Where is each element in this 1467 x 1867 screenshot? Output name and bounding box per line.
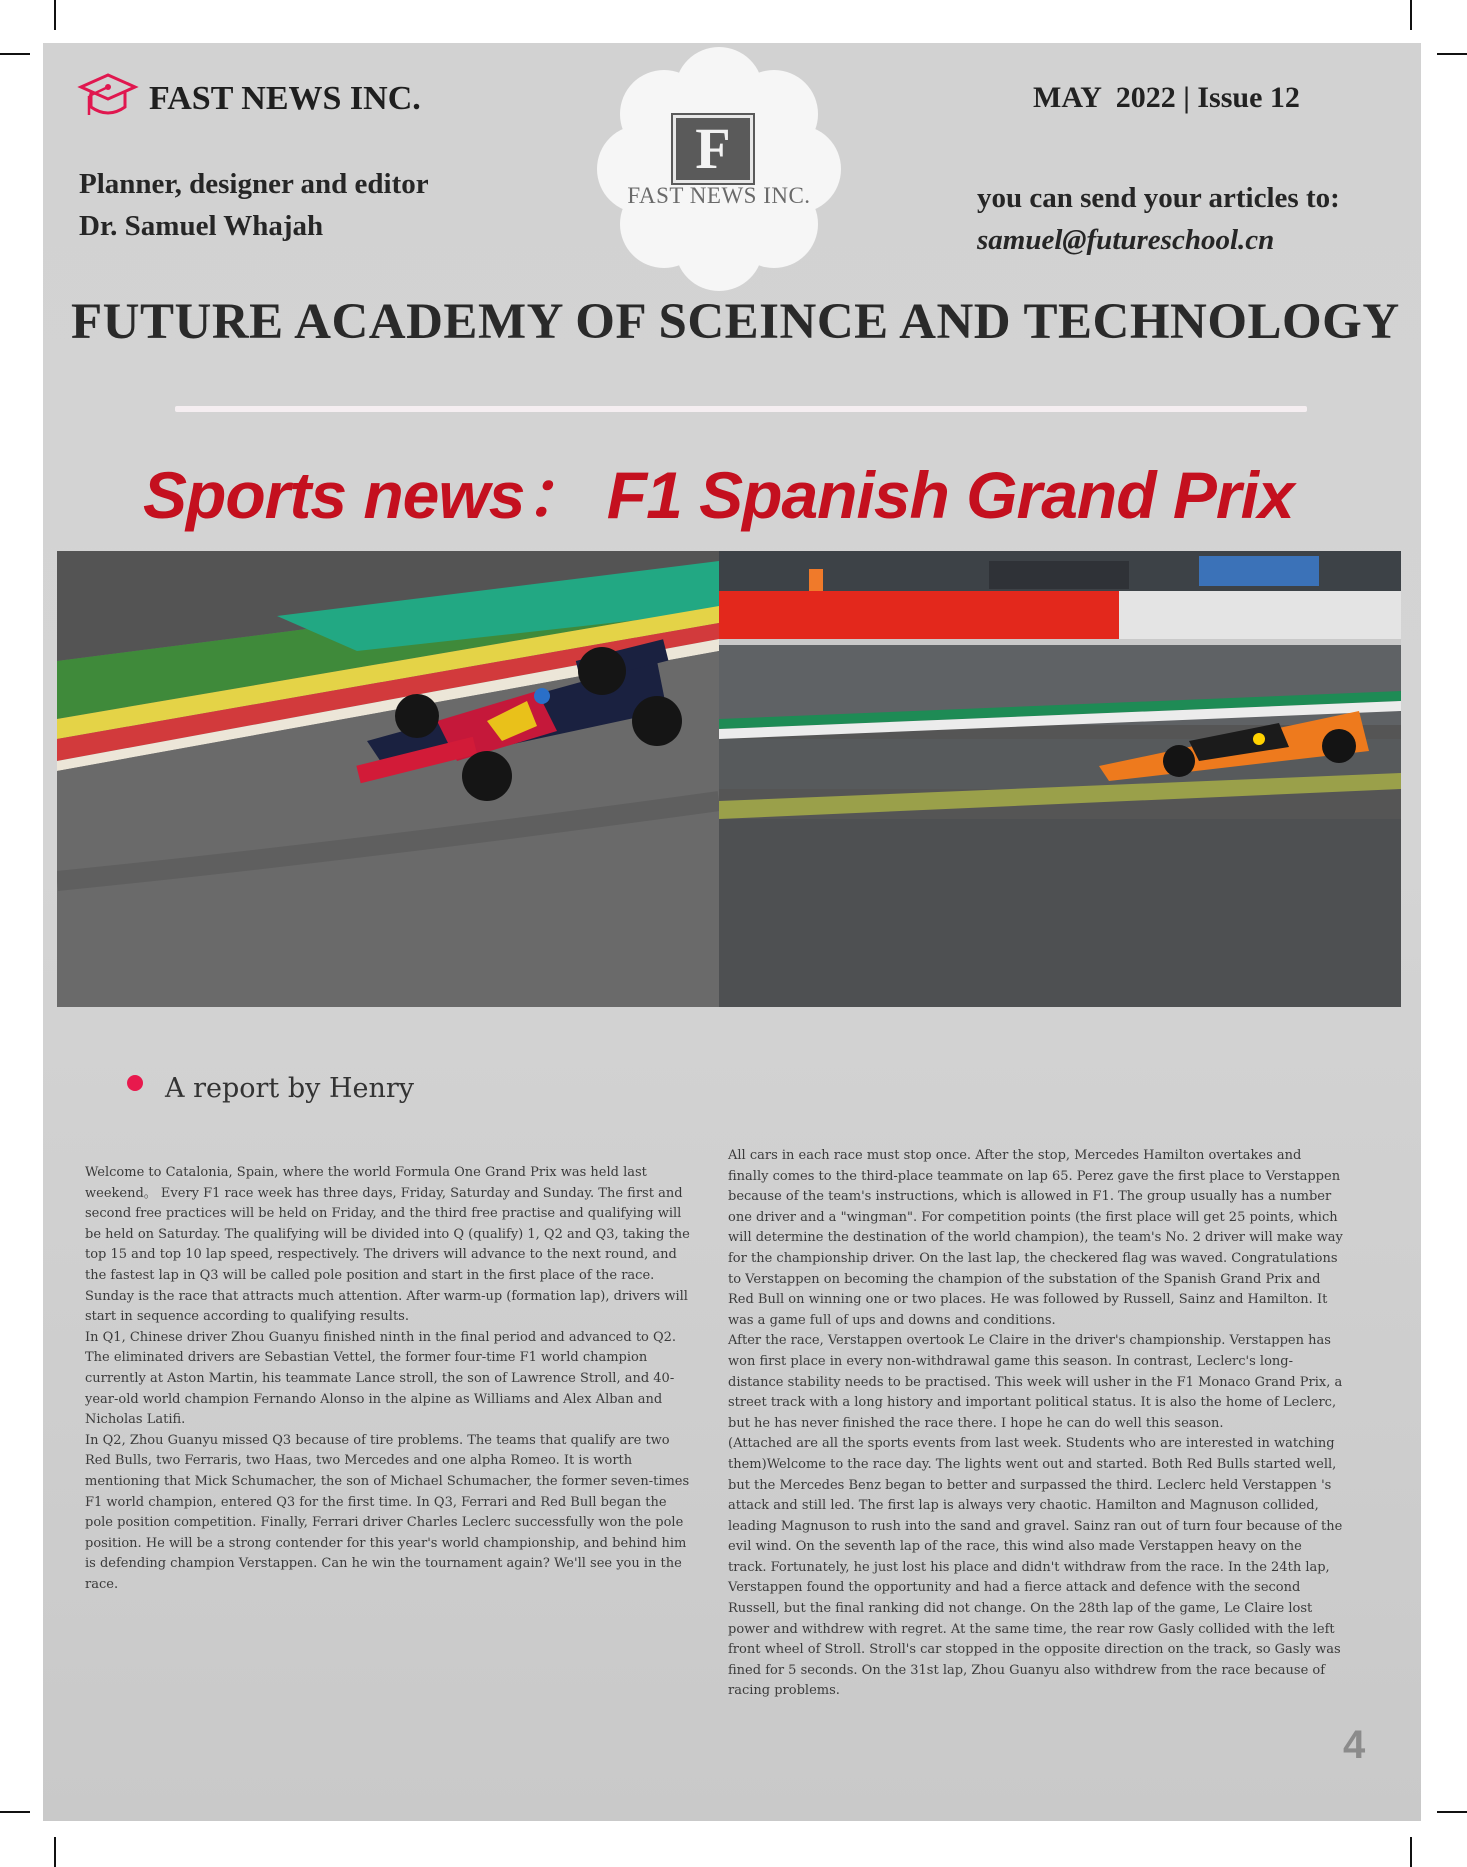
paragraph: In Q1, Chinese driver Zhou Guanyu finished ninth in the final period and advanced to Q2. The eliminated drivers are Sebastian Vettel, the former four-time F1 world champion currently at Aston Martin, his teammate Lance stroll, the son of Lawrence Stroll, and 40-year-old world champion Fernando Alonso in the alpine as Williams and Alex Alban and Nicholas Latifi.	[85, 1329, 677, 1428]
contact-line: you can send your articles to:	[977, 182, 1340, 214]
photo-red-bull-car	[57, 551, 719, 1007]
academy-title: FUTURE ACADEMY OF SCEINCE AND TECHNOLOGY	[71, 294, 1400, 350]
logo-letter: F	[673, 115, 753, 183]
divider	[175, 406, 1307, 412]
headline: Sports news： F1 Spanish Grand Prix	[143, 458, 1294, 532]
paragraph: In Q2, Zhou Guanyu missed Q3 because of tire problems. The teams that qualify are two Red Bulls, two Ferraris, two Haas, two Mercedes and one alpha Romeo. It is worth mentioning that Mick Schumacher, the son of Michael Schumacher, the former seven-times F1 world champion, entered Q3 for the first time. In Q3, Ferrari and Red Bull began the pole position competition. Finally, Ferrari driver Charles Leclerc successfully won the pole position. He will be a strong contender for this year's world championship, and behind him is defending champion Verstappen. Can he win the tournament again? We'll see you in the race.	[85, 1432, 690, 1592]
article-column-right	[728, 1146, 1344, 1702]
crop-mark	[0, 53, 30, 55]
byline	[127, 1073, 414, 1104]
brand	[77, 69, 421, 129]
brand-name: FAST NEWS INC.	[149, 80, 421, 117]
paragraph: (Attached are all the sports events from last week. Students who are interested in watching them)Welcome to the race day. The lights went out and started. Both Red Bulls started well, but the Mercedes Benz began to better and surpassed the third. Leclerc held Verstappen 's attack and still led. The first lap is always very chaotic. Hamilton and Magnuson collided, leading Magnuson to rush into the sand and gravel. Sainz ran out of turn four because of the evil wind. On the seventh lap of the race, this wind also made Verstappen heavy on the track. Fortunately, he just lost his place and didn't withdraw from the race. In the 24th lap, Verstappen found the opportunity and had a fierce attack and defence with the second Russell, but the final ranking did not change. On the 28th lap of the game, Le Claire lost power and withdrew with regret. At the same time, the rear row Gasly collided with the left front wheel of Stroll. Stroll's car stopped in the opposite direction on the track, so Gasly was fined for 5 seconds. On the 31st lap, Zhou Guanyu also withdrew from the race because of racing problems.	[728, 1436, 1343, 1699]
crop-mark	[54, 1837, 56, 1867]
crop-mark	[1437, 53, 1467, 55]
page-number: 4	[1343, 1723, 1366, 1767]
crop-mark	[1410, 0, 1412, 30]
graduation-cap-icon	[77, 69, 139, 129]
logo-text: FAST NEWS INC.	[627, 183, 811, 208]
credit-name: Dr. Samuel Whajah	[79, 210, 324, 242]
contact-email[interactable]: samuel@futureschool.cn	[977, 224, 1275, 256]
crop-mark	[0, 1811, 30, 1813]
crop-mark	[1410, 1837, 1412, 1867]
crop-mark	[54, 0, 56, 30]
crop-mark	[1437, 1811, 1467, 1813]
issue-date: MAY 2022 | Issue 12	[1033, 81, 1300, 114]
editor-credit	[79, 163, 429, 247]
bullet-dot-icon	[127, 1075, 143, 1091]
byline-text: A report by Henry	[165, 1073, 415, 1104]
newsletter-page	[43, 43, 1421, 1821]
paragraph: After the race, Verstappen overtook Le Claire in the driver's championship. Verstappen has won first place in every non-withdrawal game this season. In contrast, Leclerc's long-distance stability needs to be practised. This week will usher in the F1 Monaco Grand Prix, a street track with a long history and important political status. It is also the home of Leclerc, but he has never finished the race there. I hope he can do well this season.	[728, 1333, 1343, 1431]
paragraph: Welcome to Catalonia, Spain, where the world Formula One Grand Prix was held last weekend。 Every F1 race week has three days, Friday, Saturday and Sunday. The first and second free practices will be held on Friday, and the third free practise and qualifying will be held on Saturday. The qualifying will be divided into Q (qualify) 1, Q2 and Q3, taking the top 15 and top 10 lap speed, respectively. The drivers will advance to the next round, and the fastest lap in Q3 will be called pole position and start in the first place of the race. Sunday is the race that attracts much attention. After warm-up (formation lap), drivers will start in sequence according to qualifying results.	[85, 1165, 690, 1325]
article-column-left	[85, 1163, 693, 1595]
contact-info	[977, 177, 1340, 261]
credit-role: Planner, designer and editor	[79, 168, 429, 200]
paragraph: All cars in each race must stop once. After the stop, Mercedes Hamilton overtakes and finally comes to the third-place teammate on lap 65. Perez gave the first place to Verstappen because of the team's instructions, which is allowed in F1. The group usually has a number one driver and a "wingman". For competition points (the first place will get 25 points, which will determine the destination of the world champion), the team's No. 2 driver will make way for the championship driver. On the last lap, the checkered flag was waved. Congratulations to Verstappen on becoming the champion of the substation of the Spanish Grand Prix and Red Bull on winning one or two places. He was followed by Russell, Sainz and Hamilton. It was a game full of ups and downs and conditions.	[728, 1148, 1343, 1328]
photo-mclaren-car	[719, 551, 1401, 1007]
